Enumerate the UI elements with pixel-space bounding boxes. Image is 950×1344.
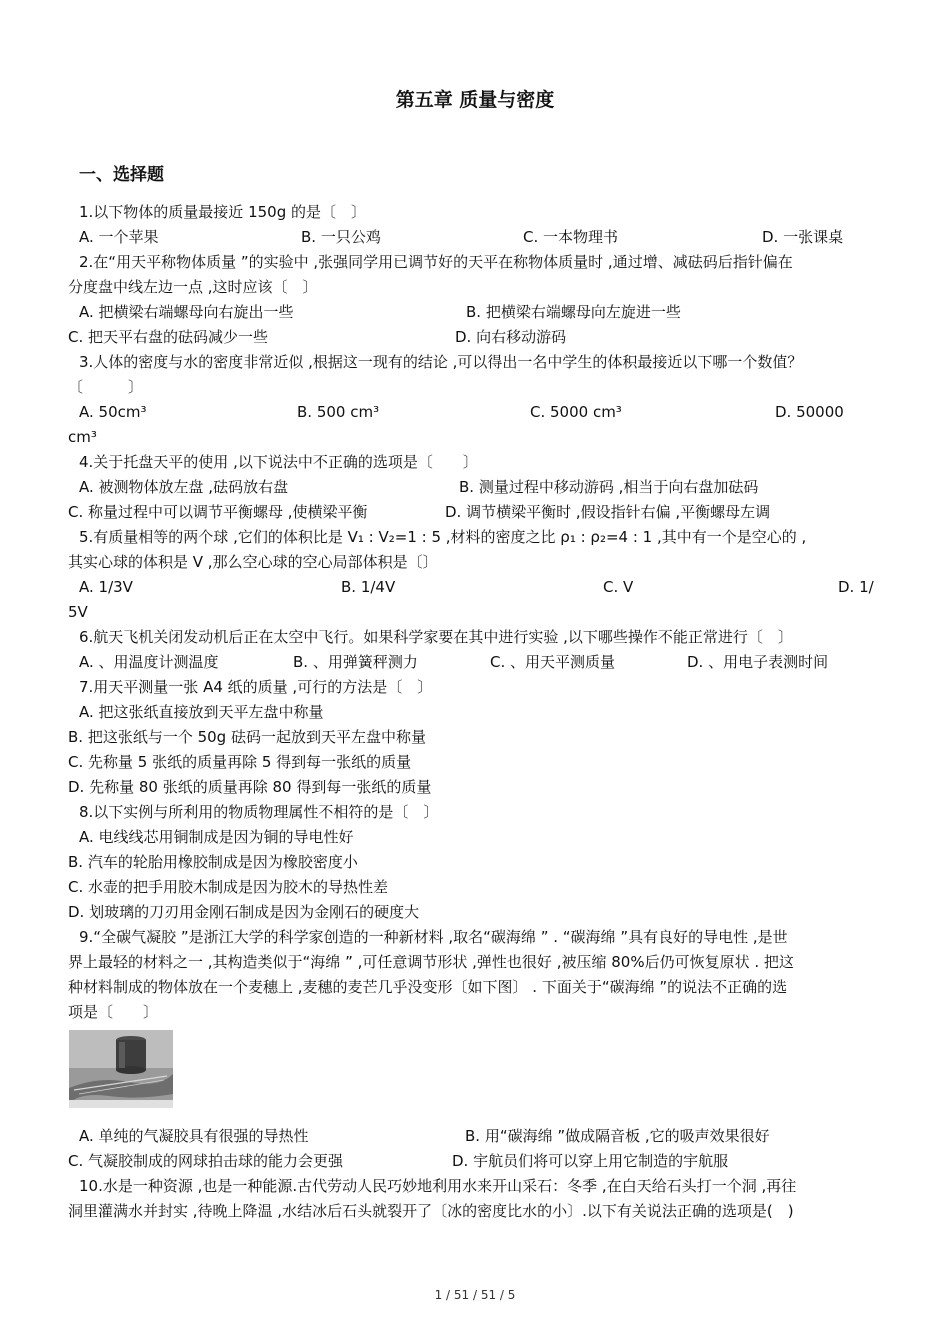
text-line: 7.用天平测量一张 A4 纸的质量 ,可行的方法是〔 〕 — [79, 678, 433, 696]
text-line: A. 单纯的气凝胶具有很强的导热性 — [79, 1127, 309, 1145]
text-line: C. 、用天平测质量 — [490, 653, 616, 671]
text-line: B. 汽车的轮胎用橡胶制成是因为橡胶密度小 — [68, 853, 358, 871]
text-line: A. 1/3V — [79, 578, 133, 596]
text-line: D. 一张课桌 — [762, 228, 844, 246]
text-line: 5.有质量相等的两个球 ,它们的体积比是 V₁ : V₂=1 : 5 ,材料的密度之比 ρ₁ : ρ₂=4 : 1 ,其中有一个是空心的 , — [79, 528, 807, 546]
text-line: C. 气凝胶制成的网球拍击球的能力会更强 — [68, 1152, 344, 1170]
text-line: 2.在“用天平称物体质量 ”的实验中 ,张强同学用已调节好的天平在称物体质量时 ,通过增、减砝码后指针偏在 — [79, 253, 793, 271]
text-line: C. 5000 cm³ — [530, 403, 622, 421]
text-line: C. 先称量 5 张纸的质量再除 5 得到每一张纸的质量 — [68, 753, 412, 771]
text-line: D. 宇航员们将可以穿上用它制造的宇航服 — [452, 1152, 729, 1170]
text-line: 〔 〕 — [68, 378, 144, 396]
text-line: 5V — [68, 603, 88, 621]
text-line: D. 、用电子表测时间 — [687, 653, 829, 671]
text-line: D. 向右移动游码 — [455, 328, 567, 346]
text-line: B. 测量过程中移动游码 ,相当于向右盘加砝码 — [459, 478, 759, 496]
text-line: 1.以下物体的质量最接近 150g 的是〔 〕 — [79, 203, 367, 221]
text-line: D. 1/ — [838, 578, 874, 596]
carbon-sponge-photo — [69, 1030, 173, 1108]
text-line: A. 被测物体放左盘 ,砝码放右盘 — [79, 478, 289, 496]
text-line: A. 把横梁右端螺母向右旋出一些 — [79, 303, 294, 321]
text-line: B. 把横梁右端螺母向左旋进一些 — [466, 303, 681, 321]
text-line: C. 水壶的把手用胶木制成是因为胶木的导热性差 — [68, 878, 389, 896]
text-line: 洞里灌满水并封实 ,待晚上降温 ,水结冰后石头就裂开了〔冰的密度比水的小〕.以下有关说法正确的选项是( ) — [68, 1202, 794, 1220]
text-line: 项是〔 〕 — [68, 1003, 159, 1021]
section-heading: 一、选择题 — [79, 165, 164, 185]
text-line: B. 一只公鸡 — [301, 228, 381, 246]
text-line: C. V — [603, 578, 634, 596]
page-title: 第五章 质量与密度 — [395, 89, 555, 111]
text-line: 6.航天飞机关闭发动机后正在太空中飞行。如果科学家要在其中进行实验 ,以下哪些操作不能正常进行〔 〕 — [79, 628, 793, 646]
page-number: 1 / 51 / 51 / 5 — [434, 1288, 516, 1302]
text-line: D. 划玻璃的刀刃用金刚石制成是因为金刚石的硬度大 — [68, 903, 420, 921]
text-line: A. 、用温度计测温度 — [79, 653, 219, 671]
text-line: 界上最轻的材料之一 ,其构造类似于“海绵 ” ,可任意调节形状 ,弹性也很好 ,被压缩 80%后仍可恢复原状 . 把这 — [68, 953, 794, 971]
text-line: D. 调节横梁平衡时 ,假设指针右偏 ,平衡螺母左调 — [445, 503, 771, 521]
text-line: A. 一个苹果 — [79, 228, 159, 246]
text-line: 10.水是一种资源 ,也是一种能源.古代劳动人民巧妙地利用水来开山采石：冬季 ,在白天给石头打一个洞 ,再往 — [79, 1177, 797, 1195]
text-line: A. 电线线芯用铜制成是因为铜的导电性好 — [79, 828, 354, 846]
text-line: 8.以下实例与所利用的物质物理属性不相符的是〔 〕 — [79, 803, 439, 821]
text-line: C. 一本物理书 — [523, 228, 619, 246]
text-line: B. 500 cm³ — [297, 403, 380, 421]
text-line: C. 把天平右盘的砝码减少一些 — [68, 328, 269, 346]
text-line: B. 1/4V — [341, 578, 396, 596]
text-line: C. 称量过程中可以调节平衡螺母 ,使横梁平衡 — [68, 503, 368, 521]
text-line: B. 、用弹簧秤测力 — [293, 653, 418, 671]
text-line: D. 先称量 80 张纸的质量再除 80 得到每一张纸的质量 — [68, 778, 432, 796]
text-line: A. 50cm³ — [79, 403, 147, 421]
text-line: D. 50000 — [775, 403, 844, 421]
text-line: 3.人体的密度与水的密度非常近似 ,根据这一现有的结论 ,可以得出一名中学生的体积最接近以下哪一个数值？ — [79, 353, 803, 371]
text-line: 4.关于托盘天平的使用 ,以下说法中不正确的选项是〔 〕 — [79, 453, 478, 471]
text-line: 种材料制成的物体放在一个麦穗上 ,麦穗的麦芒几乎没变形〔如下图〕 . 下面关于“碳海绵 ”的说法不正确的选 — [68, 978, 788, 996]
text-line: B. 把这张纸与一个 50g 砝码一起放到天平左盘中称量 — [68, 728, 426, 746]
text-line: B. 用“碳海绵 ”做成隔音板 ,它的吸声效果很好 — [465, 1127, 770, 1145]
text-line: 其实心球的体积是 V ,那么空心球的空心局部体积是〔〕 — [68, 553, 438, 571]
text-line: 分度盘中线左边一点 ,这时应该〔 〕 — [68, 278, 318, 296]
text-line: A. 把这张纸直接放到天平左盘中称量 — [79, 703, 324, 721]
text-line: cm³ — [68, 428, 97, 446]
text-line: 9.“全碳气凝胶 ”是浙江大学的科学家创造的一种新材料 ,取名“碳海绵 ” . “碳海绵 ”具有良好的导电性 ,是世 — [79, 928, 788, 946]
